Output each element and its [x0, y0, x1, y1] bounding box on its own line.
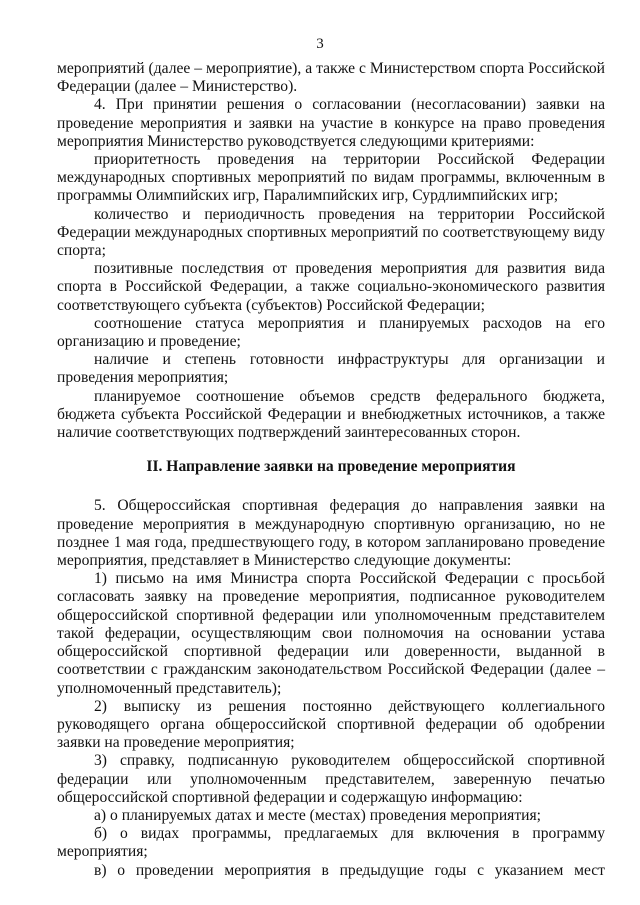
paragraph-item-5: 5. Общероссийская спортивная федерация до направления заявки на проведение мероприятия в международную спортивную организацию, но не позднее 1 мая года, предшествующего году, в котором запланировано проведение мероприятия, представляет в Министерство следующие документы:	[57, 497, 605, 570]
subitem-1-letter: 1) письмо на имя Министра спорта Российской Федерации с просьбой согласовать заявку на проведение мероприятия, подписанное руководителем общероссийской спортивной федерации или уполномоченным представителем такой федерации, осуществляющим свои полномочия на основании устава общероссийской спортивной федерации или доверенности, выданной в соответствии с гражданским законодательством Российской Федерации (далее – уполномоченный представитель);	[57, 570, 605, 697]
criterion-infrastructure: наличие и степень готовности инфраструктуры для организации и проведения мероприятия;	[57, 351, 605, 387]
criterion-funding: планируемое соотношение объемов средств федерального бюджета, бюджета субъекта Российской Федерации и внебюджетных источников, а также наличие соответствующих подтверждений заинтересованных сторон.	[57, 387, 605, 442]
document-body	[57, 60, 605, 880]
subitem-a-dates: а) о планируемых датах и месте (местах) проведения мероприятия;	[94, 806, 541, 824]
subitem-2-extract: 2) выписку из решения постоянно действующего коллегиального руководящего органа общероссийской спортивной федерации об одобрении заявки на проведение мероприятия;	[57, 697, 605, 752]
criterion-status-costs: соотношение статуса мероприятия и планируемых расходов на его организацию и проведение;	[57, 314, 605, 351]
criterion-positive-effects: позитивные последствия от проведения мероприятия для развития вида спорта в Российской Федерации, а также социально-экономического развития соответствующего субъекта (субъектов) Российской Федерации;	[57, 260, 605, 314]
paragraph-continuation: мероприятий (далее – мероприятие), а также с Министерством спорта Российской Федерации (далее – Министерство).	[57, 60, 605, 96]
criterion-priority: приоритетность проведения на территории Российской Федерации международных спортивных мероприятий по видам программы, включенным в программы Олимпийских игр, Паралимпийских игр, Сурдлимпийских игр;	[57, 151, 605, 205]
subitem-3-certificate: 3) справку, подписанную руководителем общероссийской спортивной федерации или уполномоченным представителем, заверенную печатью общероссийской спортивной федерации и содержащую информацию:	[57, 752, 605, 806]
subitem-b-program: б) о видах программы, предлагаемых для включения в программу мероприятия;	[57, 825, 605, 861]
section-heading: II. Направление заявки на проведение мероприятия	[146, 458, 516, 476]
criterion-quantity: количество и периодичность проведения на территории Российской Федерации международных спортивных мероприятий по соответствующему виду спорта;	[57, 205, 605, 260]
page-number: 3	[316, 36, 324, 52]
subitem-v-previous-years: в) о проведении мероприятия в предыдущие годы с указанием мест	[94, 861, 605, 879]
paragraph-item-4: 4. При принятии решения о согласовании (несогласовании) заявки на проведение мероприятия и заявки на участие в конкурсе на право проведения мероприятия Министерство руководствуется следующими критериями:	[57, 96, 605, 150]
